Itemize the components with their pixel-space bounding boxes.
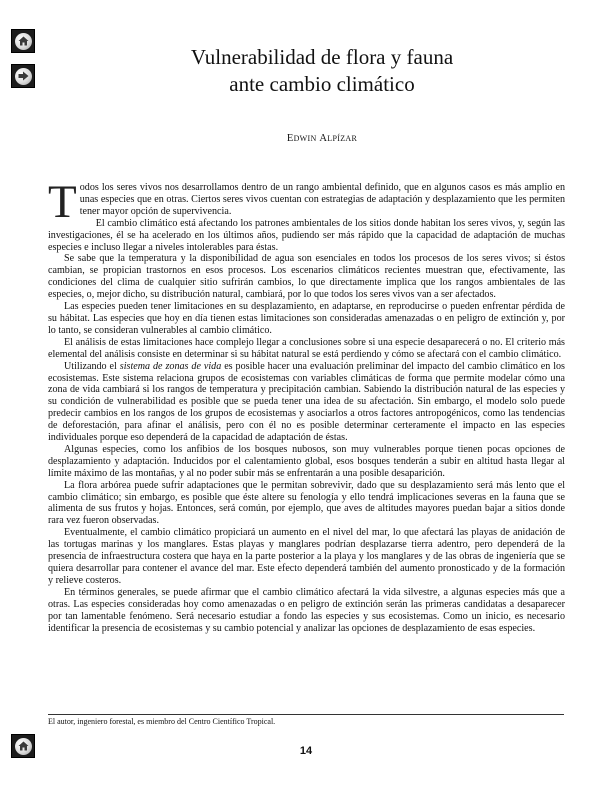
home-button-top[interactable]: [11, 29, 35, 53]
paragraph-9: Eventualmente, el cambio climático propiciará un aumento en el nivel del mar, lo que afectará las playas de anidación de las tortugas marinas y los manglares. Estas playas y manglares podrían desplazarse tierra adentro, pero dependerá de la presencia de infraestructura costera que haya en la parte posterior a la playa y los manglares y de las obras de ingeniería que se quiera desarrollar para contener el avance del mar. Este efecto dependerá también del aumento pronosticado y de la formación y relieve costeros.: [48, 527, 565, 586]
paragraph-2: El cambio climático está afectando los patrones ambientales de los sitios donde habitan los seres vivos, y, según las investigaciones, él se ha acelerado en los últimos años, pudiendo ser más rápido que la capacidad de adaptación de muchas especies e incluso llegar a niveles intolerables para éstas.: [48, 217, 565, 253]
home-icon: [15, 33, 32, 50]
footnote-rule: [48, 714, 564, 715]
drop-cap: T: [48, 176, 77, 228]
title-line-1: Vulnerabilidad de flora y fauna: [190, 45, 454, 69]
footnote: El autor, ingeniero forestal, es miembro del Centro Científico Tropical.: [48, 717, 276, 726]
article-body: [48, 176, 565, 634]
author-initial-first: E: [286, 133, 294, 144]
paragraph-4: Las especies pueden tener limitaciones en su desplazamiento, en adaptarse, en reproducirse o pueden enfrentar pérdida de su hábitat. Las especies que hoy en día tienen estas limitaciones son consideradas amenazadas o en peligro de extinción y, por lo tanto, se consideran vulnerables al cambio climático.: [48, 301, 565, 336]
author-name: [60, 133, 584, 144]
paragraph-3: Se sabe que la temperatura y la disponibilidad de agua son esenciales en todos los procesos de los seres vivos; si éstos cambian, se propician trastornos en esos procesos. Los escenarios climáticos recientes muestran que, efectivamente, las condiciones del clima de cualquier sitio sufrirán cambios, lo que directamente implica que los rangos ambientales de las especies, o, mejor dicho, su distribución natural, cambiará, por lo que todos los seres vivos van a ser afectados.: [48, 253, 565, 301]
paragraph-1-text: odos los seres vivos nos desarrollamos dentro de un rango ambiental definido, que en algunos casos es más amplio en unas especies que en otras. Ciertos seres vivos cuentan con estrategias de adaptación y desplazamiento que les permiten tener mayor opción de supervivencia.: [79, 182, 565, 217]
next-page-button[interactable]: [11, 64, 35, 88]
title-line-2: ante cambio climático: [229, 72, 415, 96]
paragraph-5: El análisis de estas limitaciones hace complejo llegar a conclusiones sobre si una especie desaparecerá o no. El criterio más elemental del análisis consiste en determinar si su hábitat natural se está perdiendo y cómo se afectará con el cambio climático.: [48, 336, 565, 360]
arrow-right-icon: [15, 68, 32, 85]
author-initial-last: A: [319, 133, 328, 144]
author-first-rest: DWIN: [293, 134, 317, 143]
paragraph-1: [48, 176, 565, 228]
article-title: [60, 44, 584, 98]
paragraph-8: La flora arbórea puede sufrir adaptaciones que le permitan sobrevivir, dado que su desplazamiento será más lento que el cambio climático; sin embargo, es posible que éste altere su fenología y ello tendrá implicaciones severas en la fauna que se alimenta de sus frutos y hojas. Entonces, será común, por ejemplo, que aves de altitudes mayores puedan bajar a sitios donde rara vez fueron observadas.: [48, 479, 565, 527]
author-last-rest: LPÍZAR: [327, 134, 358, 143]
page-number: 14: [299, 745, 313, 757]
paragraph-6-italic: sistema de zonas de vida: [119, 360, 222, 372]
paragraph-7: Algunas especies, como los anfibios de los bosques nubosos, son muy vulnerables porque tienen pocas opciones de desplazamiento y adaptación. Inducidos por el calentamiento global, esos bosques tenderán a subir en altitud hasta llegar al límite máximo de las montañas, y al no poder subir más se enfrentarán a una posible desaparición.: [48, 443, 565, 479]
paragraph-6-pre: Utilizando el: [64, 360, 120, 372]
paragraph-6: [48, 361, 565, 444]
paragraph-10: En términos generales, se puede afirmar que el cambio climático afectará la vida silvestre, a algunas especies más que a otras. Las especies consideradas hoy como amenazadas o en peligro de extinción serán las primeras candidatas a desaparecer por tan lamentable fenómeno. Será necesario estudiar a fondo las especies y sus ecosistemas. Como un inicio, es necesario identificar la presencia de ecosistemas y su cambio potencial y analizar las opciones de desplazamiento de esas especies.: [48, 586, 565, 634]
paragraph-6-post: es posible hacer una evaluación preliminar del impacto del cambio climático en los ecosistemas. Este sistema relaciona grupos de ecosistemas con variables climáticas de forma que permite modelar cómo una zona de vida cambiará si los rangos de temperatura y precipitación cambian. Sabiendo la distribución natural de las especies y su condición de vulnerabilidad es posible que se pueda tener una idea de su afectación. Sin embargo, el modelo solo puede predecir cambios en los rangos de los grupos de ecosistemas y asociarlos a otros factores antropogénicos, como las tendencias de deforestación, para afinar el análisis, pero con él no es posible determinar certeramente el impacto en las especies individuales porque eso dependerá de la capacidad de adaptación de éstas.: [48, 360, 565, 444]
